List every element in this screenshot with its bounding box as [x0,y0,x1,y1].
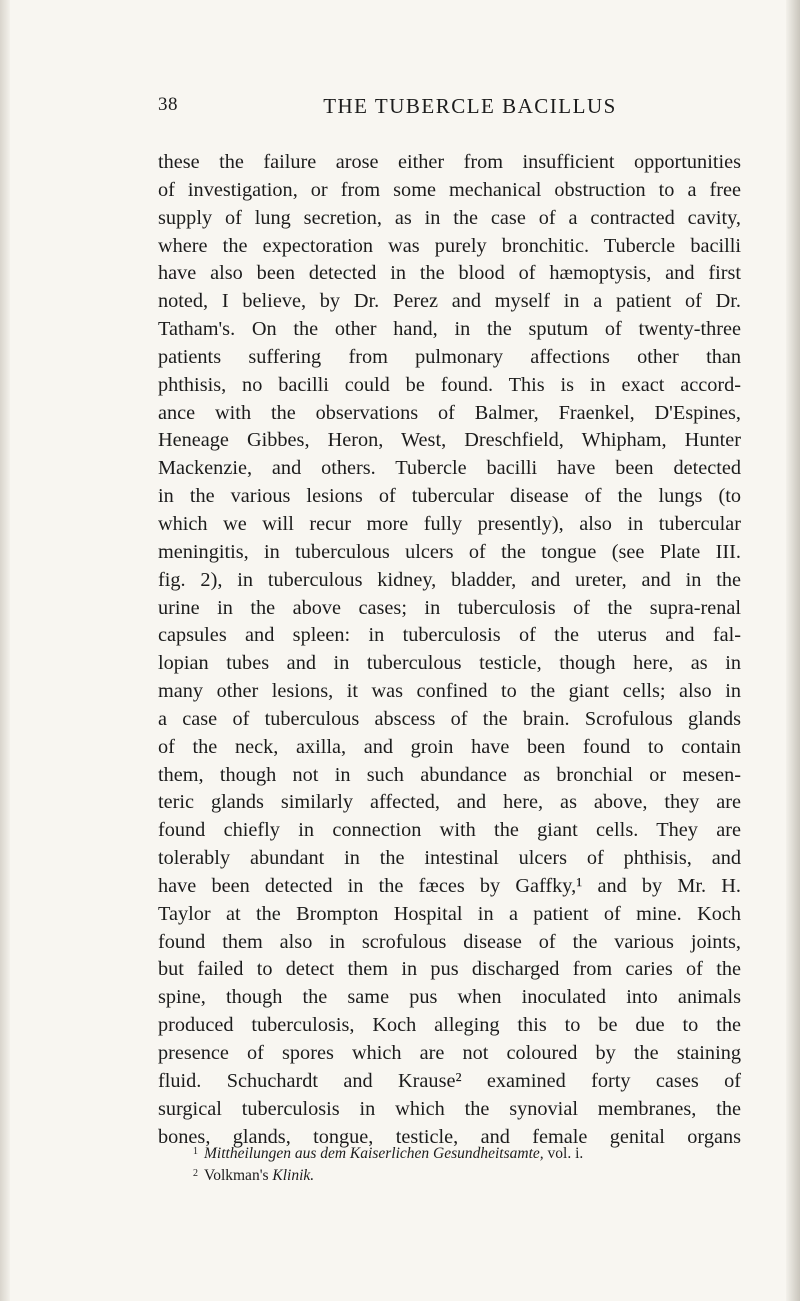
running-head: THE TUBERCLE BACILLUS [323,94,617,118]
text-line: supply of lung secretion, as in the case of a contracted cavity, [158,206,741,229]
text-line: ance with the observations of Balmer, Fraenkel, D'Espines, [158,401,741,424]
footnote-mark: 2 [193,1168,198,1179]
text-line: of investigation, or from some mechanical obstruction to a free [158,178,741,201]
text-line: lopian tubes and in tuberculous testicle, though here, as in [158,652,741,675]
text-line: phthisis, no bacilli could be found. This is in exact accord- [158,373,741,396]
text-line: found them also in scrofulous disease of the various joints, [158,930,741,953]
text-line: surgical tuberculosis in which the synovial membranes, the [158,1097,741,1120]
footnote-2 [158,1164,741,1186]
text-line: have been detected in the fæces by Gaffky,¹ and by Mr. H. [158,874,741,897]
text-line: found chiefly in connection with the giant cells. They are [158,819,741,842]
text-line: many other lesions, it was confined to the giant cells; also in [158,680,741,703]
footnotes [158,1142,741,1186]
text-line: them, though not in such abundance as bronchial or mesen- [158,763,741,786]
footnote-title: Klinik. [272,1167,315,1184]
text-line: spine, though the same pus when inoculated into animals [158,986,741,1009]
text-line: of the neck, axilla, and groin have been found to contain [158,735,741,758]
footnote-mark: 1 [193,1146,198,1157]
text-line: fig. 2), in tuberculous kidney, bladder, and ureter, and in the [158,568,741,591]
text-line: noted, I believe, by Dr. Perez and myself in a patient of Dr. [158,290,741,313]
footnote-text: vol. i. [543,1145,584,1162]
footnote-text: Volkman's [204,1167,273,1184]
text-line: teric glands similarly affected, and here, as above, they are [158,791,741,814]
text-line: tolerably abundant in the intestinal ulcers of phthisis, and [158,847,741,870]
text-line: in the various lesions of tubercular disease of the lungs (to [158,485,741,508]
text-line: urine in the above cases; in tuberculosis of the supra-renal [158,596,741,619]
page-header [158,94,738,124]
text-line: produced tuberculosis, Koch alleging this to be due to the [158,1014,741,1037]
text-line: have also been detected in the blood of hæmoptysis, and first [158,262,741,285]
body-text [158,149,741,1151]
text-line: which we will recur more fully presently), also in tubercular [158,512,741,535]
text-line: but failed to detect them in pus discharged from caries of the [158,958,741,981]
text-line: these the failure arose either from insufficient opportunities [158,151,741,173]
text-line: Tatham's. On the other hand, in the sputum of twenty-three [158,318,741,341]
text-line: where the expectoration was purely bronchitic. Tubercle bacilli [158,234,741,257]
text-line: a case of tuberculous abscess of the brain. Scrofulous glands [158,707,741,730]
text-line: Heneage Gibbes, Heron, West, Dreschfield, Whipham, Hunter [158,429,741,452]
page-number: 38 [158,94,178,115]
text-line: Taylor at the Brompton Hospital in a patient of mine. Koch [158,902,741,925]
text-line: patients suffering from pulmonary affections other than [158,345,741,368]
footnote-title: Mittheilungen aus dem Kaiserlichen Gesundheitsamte, [204,1145,544,1162]
page-edge-shadow [786,0,800,1301]
text-line: capsules and spleen: in tuberculosis of the uterus and fal- [158,624,741,647]
page-gutter-shadow [0,0,10,1301]
text-line: presence of spores which are not coloured by the staining [158,1042,741,1064]
text-line: fluid. Schuchardt and Krause² examined forty cases of [158,1069,741,1092]
text-line: Mackenzie, and others. Tubercle bacilli have been detected [158,457,741,480]
text-line: bones, glands, tongue, testicle, and female genital organs [158,1125,741,1148]
text-line: meningitis, in tuberculous ulcers of the tongue (see Plate III. [158,540,741,563]
footnote-1 [158,1142,741,1164]
